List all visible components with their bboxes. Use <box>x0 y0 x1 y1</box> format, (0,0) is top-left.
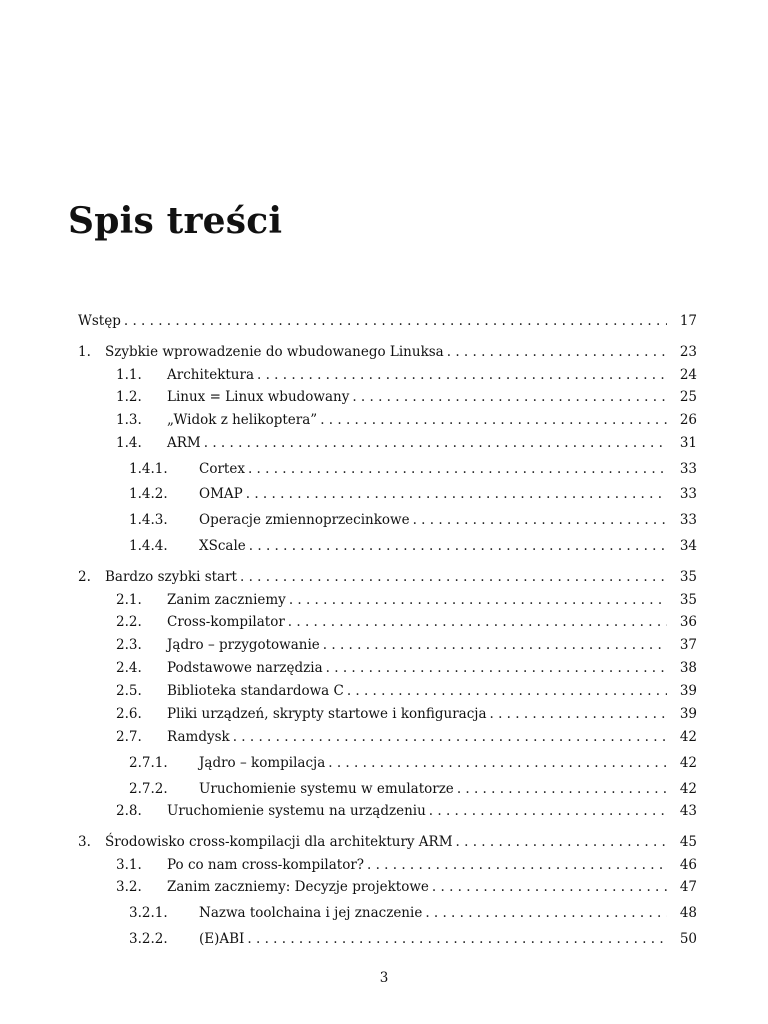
toc-entry-title: Uruchomienie systemu w emulatorze <box>199 781 454 797</box>
toc-entry-page: 46 <box>679 857 697 873</box>
page-number: 3 <box>379 970 389 986</box>
toc-leader-dots <box>233 727 667 747</box>
toc-entry <box>129 510 697 530</box>
toc-entry-number: 1.4.2. <box>129 486 168 502</box>
toc-entry-title: Ramdysk <box>167 729 230 745</box>
toc-entry-page: 50 <box>679 931 697 947</box>
toc-leader-dots <box>490 704 667 724</box>
toc-entry-title: Uruchomienie systemu na urządzeniu <box>167 803 426 819</box>
toc-leader-dots <box>347 681 667 701</box>
toc-entry-page: 48 <box>679 905 697 921</box>
toc-entry <box>116 612 697 632</box>
toc-entry-title: OMAP <box>199 486 243 502</box>
toc-entry-number: 1.4.4. <box>129 538 168 554</box>
toc-entry-page: 35 <box>679 592 697 608</box>
toc-entry-title: Po co nam cross-kompilator? <box>167 857 365 873</box>
toc-entry-number: 1.4.1. <box>129 461 168 477</box>
toc-leader-dots <box>288 612 667 632</box>
toc-entry-title: Jądro – przygotowanie <box>167 637 320 653</box>
toc-entry-title: Zanim zaczniemy: Decyzje projektowe <box>167 879 429 895</box>
toc-leader-dots <box>246 484 667 504</box>
toc-entry-page: 42 <box>679 781 697 797</box>
toc-entry <box>116 681 697 701</box>
toc-entry <box>116 704 697 724</box>
toc-entry <box>116 727 697 747</box>
toc-entry-number: 2.7. <box>116 729 142 745</box>
toc-entry <box>116 855 697 875</box>
toc-entry-number: 2.6. <box>116 706 142 722</box>
toc-entry-number: 2.7.2. <box>129 781 168 797</box>
toc-entry-number: 2.8. <box>116 803 142 819</box>
toc-leader-dots <box>413 510 667 530</box>
page-title: Spis treści <box>68 200 283 242</box>
toc-entry-number: 1.3. <box>116 412 142 428</box>
toc-entry <box>116 433 697 453</box>
toc-entry-title: XScale <box>199 538 246 554</box>
toc-entry-number: 3.2.1. <box>129 905 168 921</box>
toc-leader-dots <box>429 801 667 821</box>
toc-leader-dots <box>456 832 667 852</box>
toc-entry-number: 1.2. <box>116 389 142 405</box>
toc-entry-page: 43 <box>679 803 697 819</box>
toc-entry-number: 1. <box>78 344 91 360</box>
toc-entry <box>78 567 697 587</box>
toc-entry-number: 2.2. <box>116 614 142 630</box>
toc-entry-title: Pliki urządzeń, skrypty startowe i konfiguracja <box>167 706 487 722</box>
toc-entry-number: 2. <box>78 569 91 585</box>
toc-entry <box>116 658 697 678</box>
toc-entry <box>129 484 697 504</box>
toc-entry-title: Jądro – kompilacja <box>199 755 326 771</box>
toc-leader-dots <box>447 342 667 362</box>
toc-leader-dots <box>328 753 667 773</box>
toc-entry-number: 3.1. <box>116 857 142 873</box>
toc-entry-page: 39 <box>679 706 697 722</box>
toc-entry-page: 38 <box>679 660 697 676</box>
toc-entry-page: 39 <box>679 683 697 699</box>
toc-entry-page: 17 <box>679 313 697 329</box>
toc-entry <box>129 779 697 799</box>
toc-entry <box>129 903 697 923</box>
toc-leader-dots <box>425 903 667 923</box>
toc-entry-page: 42 <box>679 729 697 745</box>
toc-entry <box>116 410 697 430</box>
toc-entry <box>78 311 697 331</box>
toc-leader-dots <box>326 658 667 678</box>
toc-entry-number: 3.2.2. <box>129 931 168 947</box>
toc-entry <box>116 590 697 610</box>
toc-entry <box>129 536 697 556</box>
toc-entry-title: Zanim zaczniemy <box>167 592 286 608</box>
toc-entry-page: 42 <box>679 755 697 771</box>
toc-entry-page: 23 <box>679 344 697 360</box>
toc-entry-number: 2.1. <box>116 592 142 608</box>
toc-entry-page: 34 <box>679 538 697 554</box>
toc-leader-dots <box>432 877 667 897</box>
toc-entry-number: 2.4. <box>116 660 142 676</box>
toc-entry <box>116 365 697 385</box>
toc-entry-title: Nazwa toolchaina i jej znaczenie <box>199 905 423 921</box>
toc-entry-page: 31 <box>679 435 697 451</box>
toc-entry-title: (E)ABI <box>199 931 245 947</box>
toc-leader-dots <box>457 779 667 799</box>
toc-entry <box>116 877 697 897</box>
toc-leader-dots <box>249 536 667 556</box>
toc-leader-dots <box>247 929 667 949</box>
toc-entry-page: 33 <box>679 461 697 477</box>
toc-entry <box>78 832 697 852</box>
toc-entry-number: 3. <box>78 834 91 850</box>
toc-leader-dots <box>323 635 667 655</box>
toc-entry-title: Podstawowe narzędzia <box>167 660 323 676</box>
toc-entry-title: ARM <box>167 435 201 451</box>
toc-entry <box>129 753 697 773</box>
toc-entry-title: Cross-kompilator <box>167 614 285 630</box>
toc-entry <box>129 459 697 479</box>
toc-entry-title: Cortex <box>199 461 245 477</box>
toc-entry-title: Biblioteka standardowa C <box>167 683 344 699</box>
toc-entry-page: 26 <box>679 412 697 428</box>
toc-entry <box>116 387 697 407</box>
toc-leader-dots <box>352 387 667 407</box>
toc-entry-page: 47 <box>679 879 697 895</box>
toc-entry-title: Wstęp <box>78 313 121 329</box>
toc-entry <box>129 929 697 949</box>
toc-leader-dots <box>124 311 667 331</box>
toc-entry-number: 1.4. <box>116 435 142 451</box>
toc-entry-number: 1.4.3. <box>129 512 168 528</box>
toc-entry-title: Środowisko cross-kompilacji dla architektury ARM <box>105 834 453 850</box>
toc-leader-dots <box>367 855 667 875</box>
toc-entry-page: 33 <box>679 486 697 502</box>
toc-leader-dots <box>320 410 667 430</box>
toc-entry-title: „Widok z helikoptera” <box>167 412 318 428</box>
toc-entry-number: 1.1. <box>116 367 142 383</box>
toc-entry-number: 3.2. <box>116 879 142 895</box>
toc-entry-title: Bardzo szybki start <box>105 569 237 585</box>
toc-entry-page: 45 <box>679 834 697 850</box>
toc-leader-dots <box>240 567 667 587</box>
toc-entry-title: Operacje zmiennoprzecinkowe <box>199 512 410 528</box>
toc-leader-dots <box>257 365 667 385</box>
toc-entry-page: 37 <box>679 637 697 653</box>
toc-entry <box>116 801 697 821</box>
toc-leader-dots <box>204 433 667 453</box>
toc-leader-dots <box>248 459 667 479</box>
toc-entry-title: Architektura <box>167 367 254 383</box>
toc-entry-page: 24 <box>679 367 697 383</box>
toc-entry <box>78 342 697 362</box>
toc-leader-dots <box>289 590 667 610</box>
toc-entry-page: 35 <box>679 569 697 585</box>
toc-entry-page: 33 <box>679 512 697 528</box>
toc-entry-number: 2.5. <box>116 683 142 699</box>
toc-entry-page: 25 <box>679 389 697 405</box>
toc-entry-title: Linux = Linux wbudowany <box>167 389 350 405</box>
toc-entry-title: Szybkie wprowadzenie do wbudowanego Linuksa <box>105 344 444 360</box>
toc-entry <box>116 635 697 655</box>
toc-entry-number: 2.7.1. <box>129 755 168 771</box>
toc-entry-page: 36 <box>679 614 697 630</box>
toc-entry-number: 2.3. <box>116 637 142 653</box>
